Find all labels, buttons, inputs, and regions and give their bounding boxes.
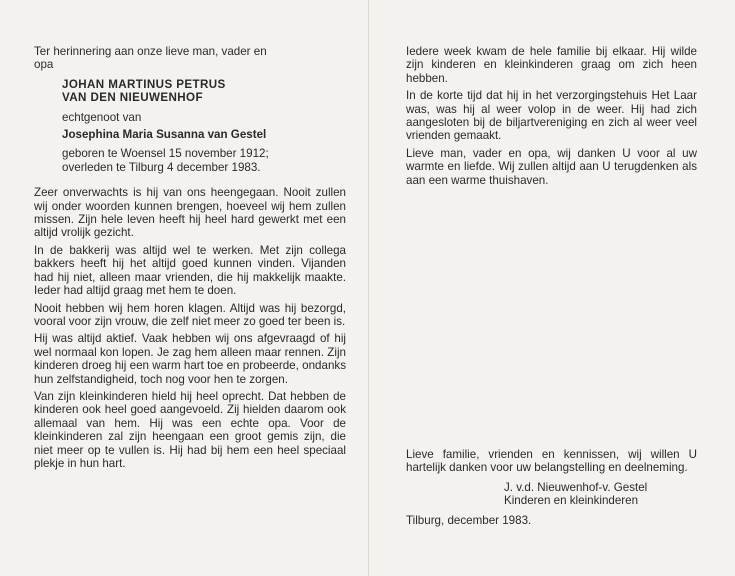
place-date: Tilburg, december 1983. <box>406 513 532 527</box>
right-page <box>406 45 697 187</box>
paragraph: In de korte tijd dat hij in het verzorgingstehuis Het Laar was, was hij al weer volop in de weer. Hij had zich aangesloten bij de biljartvereniging en zich al weer veel vrienden gemaakt. <box>406 89 697 143</box>
paragraph: In de bakkerij was altijd wel te werken. Met zijn collega bakkers heeft hij het altijd goed kunnen vinden. Vijanden had hij niet, alleen maar vrienden, die hij makkelijk maakte. Ieder had altijd graag met hem te doen. <box>34 243 346 298</box>
spouse-name: Josephina Maria Susanna van Gestel <box>62 128 267 142</box>
signature-line-2: Kinderen en kleinkinderen <box>504 494 639 508</box>
left-page <box>34 45 346 470</box>
spouse-label: echtgenoot van <box>62 110 142 124</box>
intro-line-2: opa <box>34 58 54 72</box>
card-fold <box>368 0 369 576</box>
deceased-name-line-2: VAN DEN NIEUWENHOF <box>62 91 203 105</box>
death-line: overleden te Tilburg 4 december 1983. <box>62 160 261 174</box>
paragraph: Iedere week kwam de hele familie bij elkaar. Hij wilde zijn kinderen en kleinkinderen graag om zich heen hebben. <box>406 45 697 85</box>
paragraph: Nooit hebben wij hem horen klagen. Altijd was hij bezorgd, vooral voor zijn vrouw, die zelf niet meer zo goed ter been is. <box>34 301 346 328</box>
signature-line-1: J. v.d. Nieuwenhof-v. Gestel <box>504 480 648 494</box>
thanks-text: Lieve familie, vrienden en kennissen, wij willen U hartelijk danken voor uw belangstelling en deelneming. <box>406 448 697 475</box>
paragraph: Hij was altijd aktief. Vaak hebben wij ons afgevraagd of hij wel normaal kon lopen. Je zag hem alleen maar rennen. Zijn kinderen droeg hij een warm hart toe en probeerde, ondanks hun zelfstandigheid, toch nog voor hen te zorgen. <box>34 332 346 386</box>
deceased-name-line-1: JOHAN MARTINUS PETRUS <box>62 77 226 91</box>
intro-line: Ter herinnering aan onze lieve man, vader en <box>34 45 267 58</box>
paragraph: Lieve man, vader en opa, wij danken U voor al uw warmte en liefde. Wij zullen altijd aan U terugdenken als aan een warme thuishaven. <box>406 146 697 187</box>
paragraph: Van zijn kleinkinderen hield hij heel oprecht. Dat hebben de kinderen ook heel goed aangevoeld. Zij hielden daarom ook allemaal van hem. Hij was een echte opa. Voor de kleinkinderen zal zijn heengaan een groot gemis zijn, die niet meer op te vullen is. Hij had bij hem een heel speciaal plekje in hun hart. <box>34 389 346 470</box>
closing-block <box>406 448 697 527</box>
birth-line: geboren te Woensel 15 november 1912; <box>62 147 269 161</box>
paragraph: Zeer onverwachts is hij van ons heengegaan. Nooit zullen wij onder woorden kunnen brengen, hoeveel wij hem zullen missen. Zijn hele leven heeft hij heel hard gewerkt met een altijd vrolijk gezicht. <box>34 186 346 240</box>
